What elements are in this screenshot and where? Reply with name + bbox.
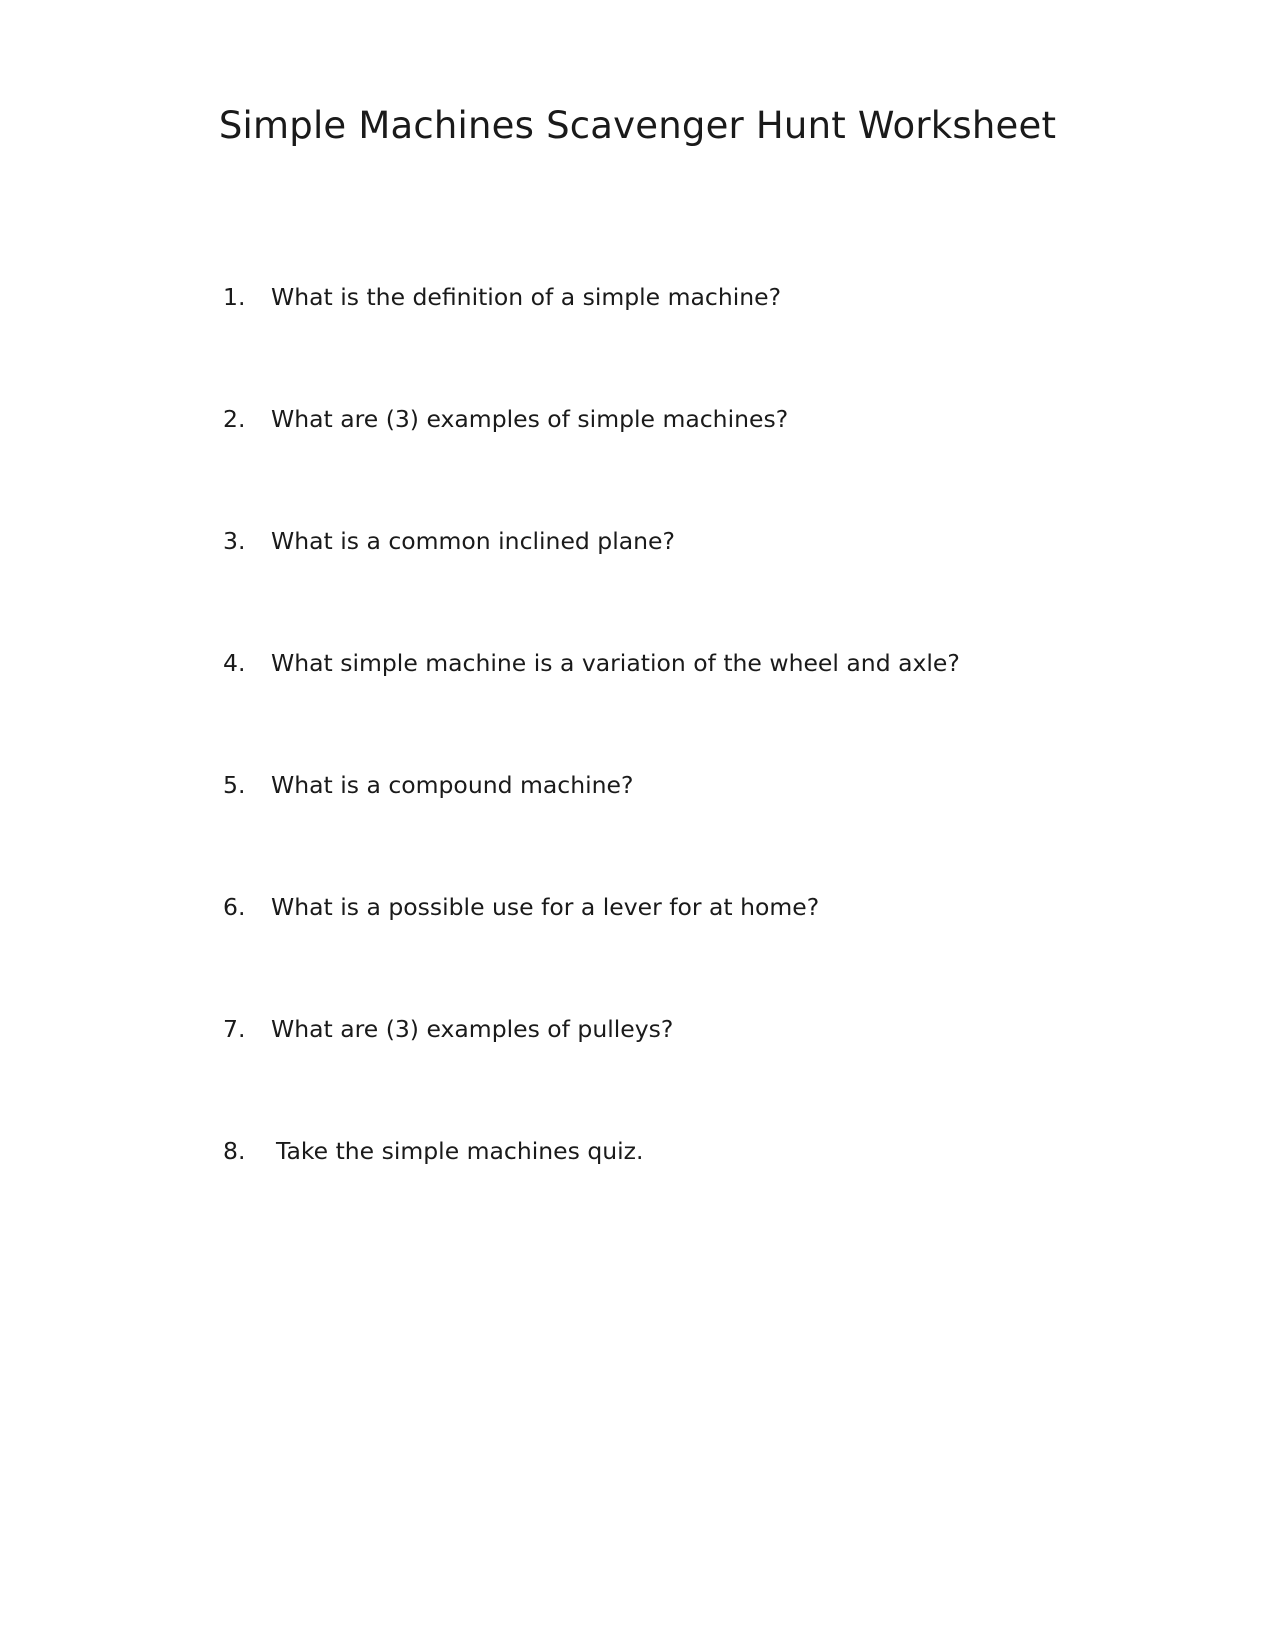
question-text: What is a common inclined plane? bbox=[271, 527, 675, 555]
question-number: 6. bbox=[223, 893, 246, 921]
question-text: What are (3) examples of pulleys? bbox=[271, 1015, 674, 1043]
question-number: 3. bbox=[223, 527, 246, 555]
question-number: 8. bbox=[223, 1137, 246, 1165]
question-number: 1. bbox=[223, 283, 246, 311]
page-title: Simple Machines Scavenger Hunt Worksheet bbox=[218, 104, 1057, 147]
question-text: What is the definition of a simple machine? bbox=[271, 283, 782, 311]
question-number: 7. bbox=[223, 1015, 246, 1043]
question-number: 2. bbox=[223, 405, 246, 433]
question-text: What is a compound machine? bbox=[271, 771, 634, 799]
question-text: What is a possible use for a lever for at home? bbox=[271, 893, 820, 921]
question-number: 4. bbox=[223, 649, 246, 677]
question-number: 5. bbox=[223, 771, 246, 799]
question-text: What simple machine is a variation of the wheel and axle? bbox=[271, 649, 960, 677]
question-text: What are (3) examples of simple machines? bbox=[271, 405, 789, 433]
question-text: Take the simple machines quiz. bbox=[276, 1137, 644, 1165]
